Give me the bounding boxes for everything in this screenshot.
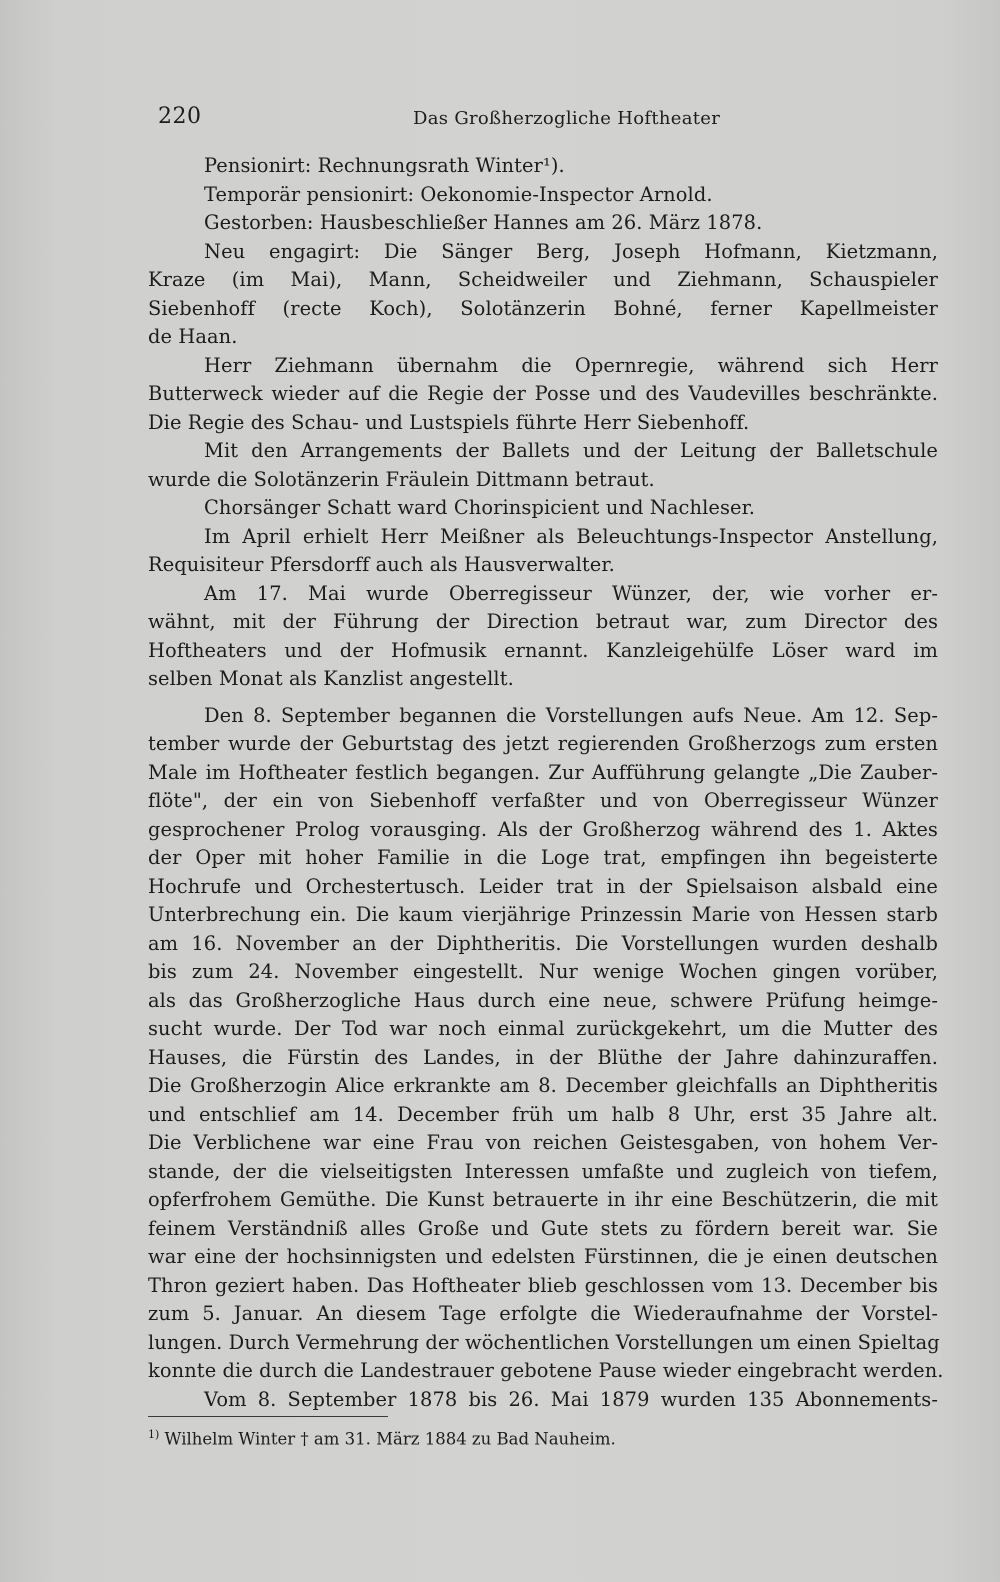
text-line: Vom 8. September 1878 bis 26. Mai 1879 wurden 135 Abonnements-	[204, 1387, 938, 1411]
text-line: Requisiteur Pfersdorff auch als Hausverwalter.	[148, 553, 615, 576]
text-line: war eine der hochsinnigsten und edelsten Fürstinnen, die je einen deutschen	[148, 1245, 938, 1268]
text-line: Temporär pensionirt: Oekonomie-Inspector Arnold.	[204, 182, 713, 206]
text-line: de Haan.	[148, 325, 238, 348]
page-number: 220	[158, 104, 202, 129]
text-line: stande, der die vielseitigsten Interessen umfaßte und zugleich von tiefem,	[148, 1159, 938, 1183]
footnote-rule	[148, 1416, 388, 1417]
text-line: Neu engagirt: Die Sänger Berg, Joseph Hofmann, Kietzmann,	[204, 239, 938, 263]
text-line: Die Regie des Schau- und Lustspiels führte Herr Siebenhoff.	[148, 410, 750, 434]
text-line: feinem Verständniß alles Große und Gute stets zu fördern bereit war. Sie	[148, 1216, 938, 1240]
page-header	[158, 104, 933, 136]
text-line: selben Monat als Kanzlist angestellt.	[148, 667, 514, 690]
text-line: Im April erhielt Herr Meißner als Beleuchtungs-Inspector Anstellung,	[204, 524, 938, 548]
text-line: als das Großherzogliche Haus durch eine neue, schwere Prüfung heimge-	[148, 988, 938, 1012]
footnote	[148, 1428, 616, 1449]
paragraph-gap	[148, 694, 938, 702]
text-line: Gestorben: Hausbeschließer Hannes am 26. März 1878.	[204, 211, 763, 234]
text-line: Chorsänger Schatt ward Chorinspicient und Nachleser.	[204, 496, 756, 519]
text-line: Siebenhoff (recte Koch), Solotänzerin Bohné, ferner Kapellmeister	[148, 296, 938, 320]
text-line: sucht wurde. Der Tod war noch einmal zurückgekehrt, um die Mutter des	[148, 1017, 938, 1040]
text-line: opferfrohem Gemüthe. Die Kunst betrauerte in ihr eine Beschützerin, die mit	[148, 1188, 938, 1211]
text-line: Am 17. Mai wurde Oberregisseur Wünzer, der, wie vorher er-	[204, 581, 938, 605]
text-line: Die Verblichene war eine Frau von reichen Geistesgaben, von hohem Ver-	[148, 1131, 938, 1154]
text-line: Herr Ziehmann übernahm die Opernregie, während sich Herr	[204, 353, 938, 377]
running-head: Das Großherzogliche Hoftheater	[413, 108, 721, 129]
text-line: Hochrufe und Orchestertusch. Leider trat in der Spielsaison alsbald eine	[148, 874, 938, 898]
text-line: am 16. November an der Diphtheritis. Die Vorstellungen wurden deshalb	[148, 931, 938, 955]
text-line: flöte", der ein von Siebenhoff verfaßter und von Oberregisseur Wünzer	[148, 789, 938, 812]
text-line: wähnt, mit der Führung der Direction betraut war, zum Director des	[148, 610, 938, 633]
footnote-marker: 1)	[148, 1428, 160, 1441]
text-line: Butterweck wieder auf die Regie der Posse und des Vaudevilles beschränkte.	[148, 382, 938, 405]
text-line: und entschlief am 14. December früh um halb 8 Uhr, erst 35 Jahre alt.	[148, 1102, 938, 1126]
text-line: wurde die Solotänzerin Fräulein Dittmann betraut.	[148, 467, 655, 491]
text-line: tember wurde der Geburtstag des jetzt regierenden Großherzogs zum ersten	[148, 732, 938, 755]
text-line: Unterbrechung ein. Die kaum vierjährige Prinzessin Marie von Hessen starb	[148, 903, 938, 926]
footnote-text: Wilhelm Winter † am 31. März 1884 zu Bad Nauheim.	[164, 1429, 616, 1449]
text-line: Thron geziert haben. Das Hoftheater blieb geschlossen vom 13. December bis	[148, 1273, 938, 1297]
body-text	[148, 152, 944, 1414]
text-line: Hauses, die Fürstin des Landes, in der Blüthe der Jahre dahinzuraffen.	[148, 1045, 938, 1069]
text-line: zum 5. Januar. An diesem Tage erfolgte die Wiederaufnahme der Vorstel-	[148, 1302, 938, 1325]
text-line: Hoftheaters und der Hofmusik ernannt. Kanzleigehülfe Löser ward im	[148, 638, 938, 662]
text-line: Den 8. September begannen die Vorstellungen aufs Neue. Am 12. Sep-	[204, 703, 938, 727]
text-line: Kraze (im Mai), Mann, Scheidweiler und Ziehmann, Schauspieler	[148, 268, 938, 291]
text-line: der Oper mit hoher Familie in die Loge trat, empfingen ihn begeisterte	[148, 846, 938, 869]
text-line: Male im Hoftheater festlich begangen. Zur Aufführung gelangte „Die Zauber-	[148, 760, 938, 784]
text-line: gesprochener Prolog vorausging. Als der Großherzog während des 1. Aktes	[148, 817, 938, 841]
text-line: Mit den Arrangements der Ballets und der Leitung der Balletschule	[204, 439, 938, 462]
text-line: bis zum 24. November eingestellt. Nur wenige Wochen gingen vorüber,	[148, 960, 938, 983]
text-line: Pensionirt: Rechnungsrath Winter¹).	[204, 154, 565, 177]
text-line: konnte die durch die Landestrauer gebotene Pause wieder eingebracht werden.	[148, 1359, 944, 1382]
text-line: lungen. Durch Vermehrung der wöchentlichen Vorstellungen um einen Spieltag	[148, 1330, 940, 1354]
text-line: Die Großherzogin Alice erkrankte am 8. December gleichfalls an Diphtheritis	[148, 1074, 938, 1097]
